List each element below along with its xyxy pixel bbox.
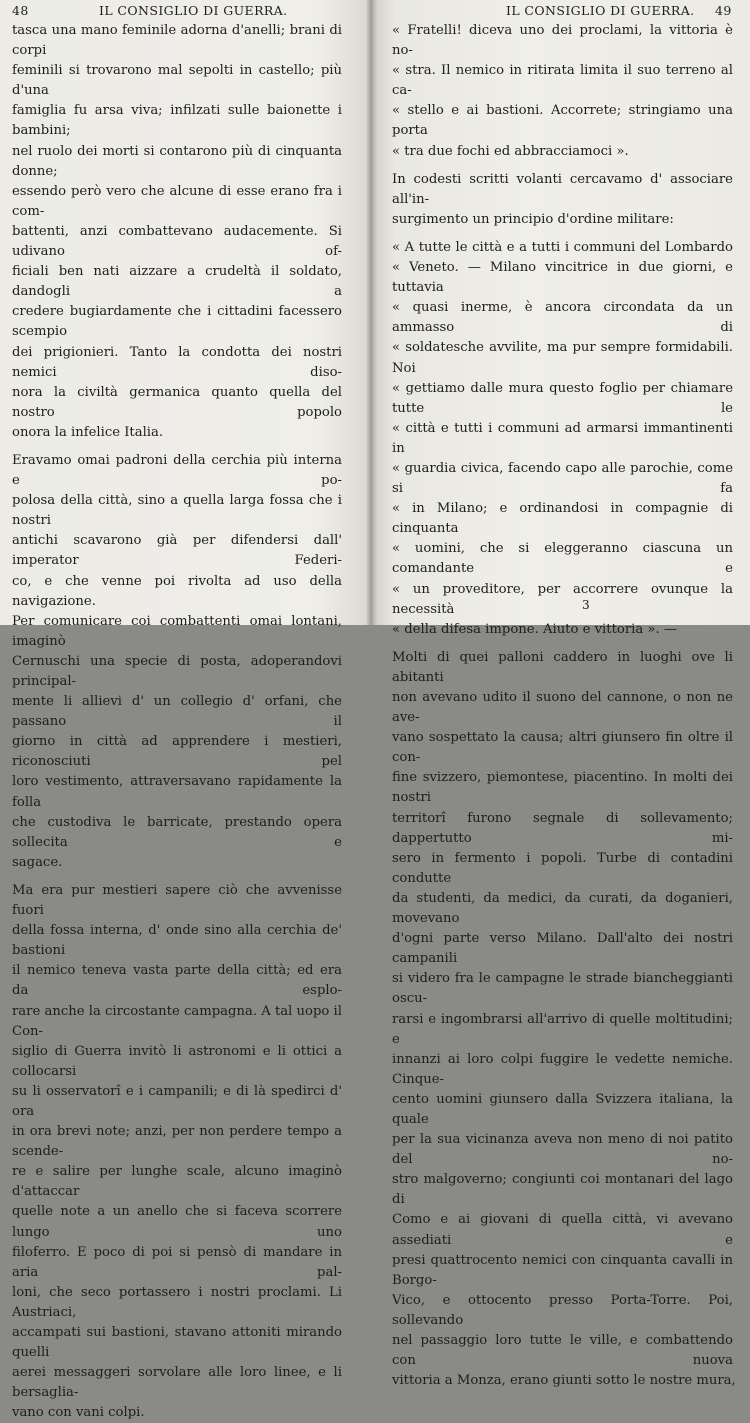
text-line: non avevano udito il suono del cannone, o non ne ave- bbox=[392, 690, 733, 726]
left-running-title: IL CONSIGLIO DI GUERRA. bbox=[99, 3, 288, 18]
paragraph-gap bbox=[12, 443, 342, 451]
text-line: « un proveditore, per accorrere ovunque la necessità bbox=[392, 581, 733, 617]
text-line: tasca una mano feminile adorna d'anelli; brani di corpi bbox=[12, 23, 342, 59]
paragraph-gap bbox=[12, 873, 342, 881]
text-line: essendo però vero che alcune di esse erano fra i com- bbox=[12, 183, 342, 219]
text-line: nel ruolo dei morti si contarono più di cinquanta donne; bbox=[12, 143, 342, 179]
text-line: d'ogni parte verso Milano. Dall'alto dei nostri campanili bbox=[392, 931, 733, 967]
text-line: innanzi ai loro colpi fuggire le vedette nemiche. Cinque- bbox=[392, 1051, 733, 1087]
text-line: « tra due fochi ed abbracciamoci ». bbox=[392, 143, 629, 159]
left-page-text bbox=[12, 21, 342, 1423]
book-gutter bbox=[366, 0, 378, 625]
text-line: « città e tutti i communi ad armarsi immantinenti in bbox=[392, 420, 733, 456]
text-line: « stello e ai bastioni. Accorrete; stringiamo una porta bbox=[392, 103, 733, 139]
text-line: stro malgoverno; congiunti coi montanari del lago di bbox=[392, 1172, 733, 1208]
text-line: Cernuschi una specie di posta, adoperandovi principal- bbox=[12, 653, 342, 689]
text-line: Vico, e ottocento presso Porta-Torre. Poi, sollevando bbox=[392, 1292, 733, 1328]
text-line: per la sua vicinanza aveva non meno di noi patito del no- bbox=[392, 1132, 733, 1168]
text-line: accampati sui bastioni, stavano attoniti mirando quelli bbox=[12, 1325, 342, 1361]
text-line: famiglia fu arsa viva; infilzati sulle baionette i bambini; bbox=[12, 103, 342, 139]
text-line: vano con vani colpi. bbox=[12, 1405, 145, 1421]
text-line: ficiali ben nati aizzare a crudeltà il soldato, dandogli a bbox=[12, 264, 342, 300]
left-running-head bbox=[12, 3, 352, 19]
text-line: filoferro. E poco di poi si pensò di mandare in aria pal- bbox=[12, 1244, 342, 1280]
paragraph-gap bbox=[392, 162, 733, 170]
text-line: loni, che seco portassero i nostri proclami. Li Austriaci, bbox=[12, 1284, 342, 1320]
text-line: della fossa interna, d' onde sino alla cerchia de' bastioni bbox=[12, 923, 342, 959]
text-line: surgimento un principio d'ordine militare: bbox=[392, 211, 674, 227]
left-page-number: 48 bbox=[12, 3, 29, 18]
paragraph bbox=[12, 21, 342, 443]
text-line: « guardia civica, facendo capo alle parochie, come si fa bbox=[392, 460, 733, 497]
text-line: re e salire per lunghe scale, alcuno imaginò d'attaccar bbox=[12, 1164, 342, 1200]
text-line: rare anche la circostante campagna. A tal uopo il Con- bbox=[12, 1003, 342, 1039]
paragraph bbox=[392, 238, 733, 640]
text-line: vittoria a Monza, erano giunti sotto le nostre mura, bbox=[392, 1373, 736, 1389]
paragraph bbox=[12, 451, 342, 873]
text-line: « in Milano; e ordinandosi in compagnie di cinquanta bbox=[392, 501, 733, 537]
text-line: da studenti, da medici, da curati, da doganieri, movevano bbox=[392, 890, 733, 927]
text-line: siglio di Guerra invitò li astronomi e li ottici a collocarsi bbox=[12, 1043, 342, 1079]
right-running-head bbox=[392, 3, 737, 19]
paragraph-gap bbox=[392, 230, 733, 238]
text-line: « stra. Il nemico in ritirata limita il suo terreno al ca- bbox=[392, 63, 733, 99]
text-line: aerei messaggeri sorvolare alle loro linee, e li bersaglia- bbox=[12, 1365, 342, 1401]
text-line: loro vestimento, attraversavano rapidamente la folla bbox=[12, 774, 342, 810]
text-line: onora la infelice Italia. bbox=[12, 424, 164, 440]
right-page bbox=[372, 0, 750, 1389]
paragraph bbox=[392, 648, 736, 1391]
text-line: « Fratelli! diceva uno dei proclami, la vittoria è no- bbox=[392, 23, 733, 59]
text-line: feminili si trovarono mal sepolti in castello; più d'una bbox=[12, 63, 342, 99]
paragraph bbox=[392, 21, 733, 162]
text-line: « soldatesche avvilite, ma pur sempre formidabili. Noi bbox=[392, 340, 733, 376]
text-line: sero in fermento i popoli. Turbe di contadini condutte bbox=[392, 850, 733, 886]
text-line: « uomini, che si eleggeranno ciascuna un comandante e bbox=[392, 541, 733, 577]
text-line: dei prigionieri. Tanto la condotta dei nostri nemici diso- bbox=[12, 344, 342, 380]
right-page-number: 49 bbox=[715, 3, 732, 18]
text-line: co, e che venne poi rivolta ad uso della navigazione. bbox=[12, 573, 342, 609]
text-line: vano sospettato la causa; altri giunsero fin oltre il con- bbox=[392, 730, 733, 766]
text-line: rarsi e ingombrarsi all'arrivo di quelle moltitudini; e bbox=[392, 1011, 733, 1047]
text-line: battenti, anzi combattevano audacemente. Si udivano of- bbox=[12, 223, 342, 260]
text-line: in ora brevi note; anzi, per non perdere tempo a scende- bbox=[12, 1124, 342, 1160]
text-line: polosa della città, sino a quella larga fossa che i nostri bbox=[12, 493, 342, 529]
text-line: Molti di quei palloni caddero in luoghi ove li abitanti bbox=[392, 649, 733, 685]
text-line: « Veneto. — Milano vincitrice in due giorni, e tuttavia bbox=[392, 260, 733, 296]
text-line: antichi scavarono già per difendersi dall' imperator Federi- bbox=[12, 533, 342, 569]
signature-mark: 3 bbox=[582, 598, 590, 612]
text-line: si videro fra le campagne le strade biancheggianti oscu- bbox=[392, 971, 733, 1007]
paragraph-gap bbox=[392, 640, 733, 648]
text-line: credere bugiardamente che i cittadini facessero scempio bbox=[12, 304, 342, 340]
text-line: giorno in città ad apprendere i mestieri, riconosciuti pel bbox=[12, 734, 342, 770]
text-line: Eravamo omai padroni della cerchia più interna e po- bbox=[12, 452, 342, 489]
text-line: su li osservatorî e i campanili; e di là spedirci d' ora bbox=[12, 1083, 342, 1119]
text-line: cento uomini giunsero dalla Svizzera italiana, la quale bbox=[392, 1091, 733, 1127]
text-line: « quasi inerme, è ancora circondata da un ammasso di bbox=[392, 300, 733, 336]
left-page bbox=[0, 0, 372, 1421]
text-line: In codesti scritti volanti cercavamo d' associare all'in- bbox=[392, 171, 733, 207]
text-line: territorî furono segnale di sollevamento; dappertutto mi- bbox=[392, 810, 733, 846]
right-page-text bbox=[392, 21, 736, 1391]
text-line: nora la civiltà germanica quanto quella del nostro popolo bbox=[12, 384, 342, 420]
text-line: sagace. bbox=[12, 854, 63, 870]
text-line: presi quattrocento nemici con cinquanta cavalli in Borgo- bbox=[392, 1252, 733, 1288]
paragraph bbox=[12, 881, 342, 1423]
text-line: nel passaggio loro tutte le ville, e combattendo con nuova bbox=[392, 1333, 733, 1369]
text-line: fine svizzero, piemontese, piacentino. In molti dei nostri bbox=[392, 770, 733, 806]
paragraph bbox=[392, 170, 733, 230]
text-line: Como e ai giovani di quella città, vi avevano assediati e bbox=[392, 1212, 733, 1248]
text-line: Per comunicare coi combattenti omai lontani, imaginò bbox=[12, 613, 342, 649]
right-running-title: IL CONSIGLIO DI GUERRA. bbox=[506, 3, 695, 18]
text-line: quelle note a un anello che si faceva scorrere lungo uno bbox=[12, 1204, 342, 1240]
text-line: « A tutte le città e a tutti i communi del Lombardo bbox=[392, 239, 733, 255]
text-line: che custodiva le barricate, prestando opera sollecita e bbox=[12, 814, 342, 850]
text-line: « della difesa impone. Aiuto e vittoria ». — bbox=[392, 621, 678, 637]
text-line: il nemico teneva vasta parte della città; ed era da esplo- bbox=[12, 963, 342, 999]
text-line: mente li allievi d' un collegio d' orfani, che passano il bbox=[12, 694, 342, 730]
text-line: « gettiamo dalle mura questo foglio per chiamare tutte le bbox=[392, 380, 733, 416]
text-line: Ma era pur mestieri sapere ciò che avvenisse fuori bbox=[12, 882, 342, 919]
